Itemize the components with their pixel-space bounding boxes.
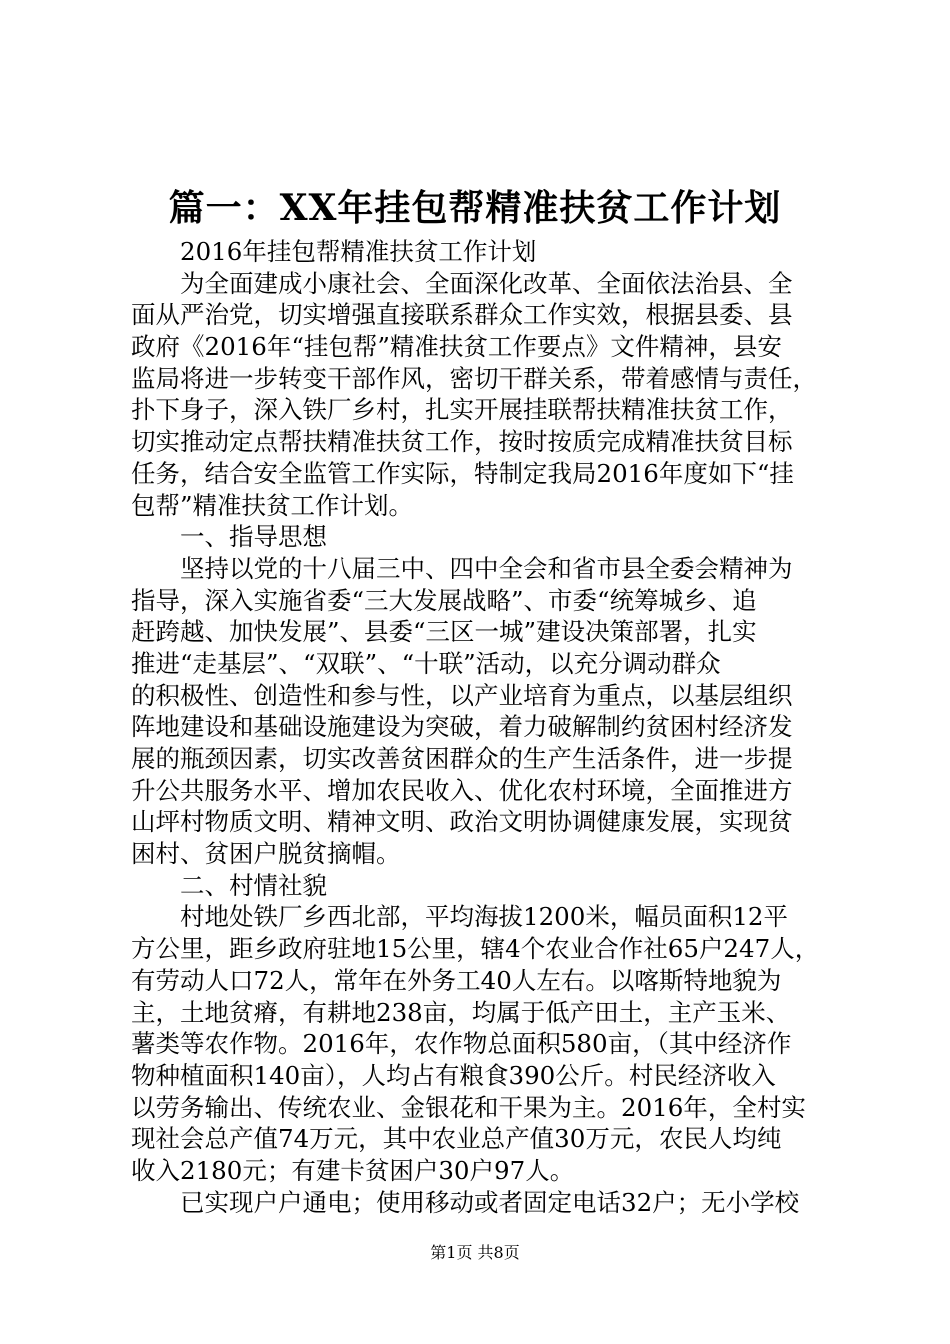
page-footer: 第1页 共8页 <box>430 1243 520 1262</box>
document-title: 篇一：XX年挂包帮精准扶贫工作计划 <box>168 187 782 229</box>
text-line: 一、指导思想 <box>180 522 327 552</box>
text-line: 扑下身子，深入铁厂乡村，扎实开展挂联帮扶精准扶贫工作， <box>131 395 793 425</box>
text-line: 主，土地贫瘠，有耕地238亩，均属于低产田土，主产玉米、 <box>131 997 791 1027</box>
text-line: 推进“走基层”、“双联”、“十联”活动，以充分调动群众 <box>131 648 721 678</box>
text-line: 二、村情社貌 <box>180 870 327 900</box>
text-line: 监局将进一步转变干部作风，密切干群关系，带着感情与责任， <box>131 363 817 393</box>
text-line: 物种植面积140亩），人均占有粮食390公斤。村民经济收入 <box>131 1060 776 1090</box>
text-line: 任务，结合安全监管工作实际，特制定我局2016年度如下“挂 <box>131 458 794 488</box>
text-line: 山坪村物质文明、精神文明、政治文明协调健康发展，实现贫 <box>131 807 793 837</box>
text-line: 切实推动定点帮扶精准扶贫工作，按时按质完成精准扶贫目标 <box>131 427 793 457</box>
text-line: 以劳务输出、传统农业、金银花和干果为主。2016年，全村实 <box>131 1092 806 1122</box>
text-line: 有劳动人口72人，常年在外务工40人左右。以喀斯特地貌为 <box>131 965 782 995</box>
text-line: 困村、贫困户脱贫摘帽。 <box>131 839 401 869</box>
text-line: 包帮”精准扶贫工作计划。 <box>131 490 414 520</box>
text-line: 为全面建成小康社会、全面深化改革、全面依法治县、全 <box>180 268 793 298</box>
text-line: 升公共服务水平、增加农民收入、优化农村环境，全面推进方 <box>131 775 793 805</box>
text-line: 村地处铁厂乡西北部，平均海拔1200米，幅员面积12平 <box>180 902 789 932</box>
text-line: 方公里，距乡政府驻地15公里，辖4个农业合作社65户247人， <box>131 934 820 964</box>
text-line: 收入2180元；有建卡贫困户30户97人。 <box>131 1155 575 1185</box>
text-line: 现社会总产值74万元，其中农业总产值30万元，农民人均纯 <box>131 1124 782 1154</box>
text-line: 政府《2016年“挂包帮”精准扶贫工作要点》文件精神，县安 <box>131 332 782 362</box>
text-line: 坚持以党的十八届三中、四中全会和省市县全委会精神为 <box>180 553 793 583</box>
document-body <box>131 236 839 1218</box>
text-line: 2016年挂包帮精准扶贫工作计划 <box>180 237 537 266</box>
text-line: 赶跨越、加快发展”、县委“三区一城”建设决策部署，扎实 <box>131 617 757 647</box>
text-line: 展的瓶颈因素，切实改善贫困群众的生产生活条件，进一步提 <box>131 744 793 773</box>
text-line: 已实现户户通电；使用移动或者固定电话32户；无小学校 <box>180 1187 800 1217</box>
text-line: 面从严治党，切实增强直接联系群众工作实效，根据县委、县 <box>131 300 793 330</box>
text-line: 的积极性、创造性和参与性，以产业培育为重点，以基层组织 <box>131 680 793 710</box>
text-line: 薯类等农作物。2016年，农作物总面积580亩，（其中经济作 <box>131 1029 792 1059</box>
text-line: 指导，深入实施省委“三大发展战略”、市委“统筹城乡、追 <box>131 585 757 615</box>
text-line: 阵地建设和基础设施建设为突破，着力破解制约贫困村经济发 <box>131 712 793 742</box>
